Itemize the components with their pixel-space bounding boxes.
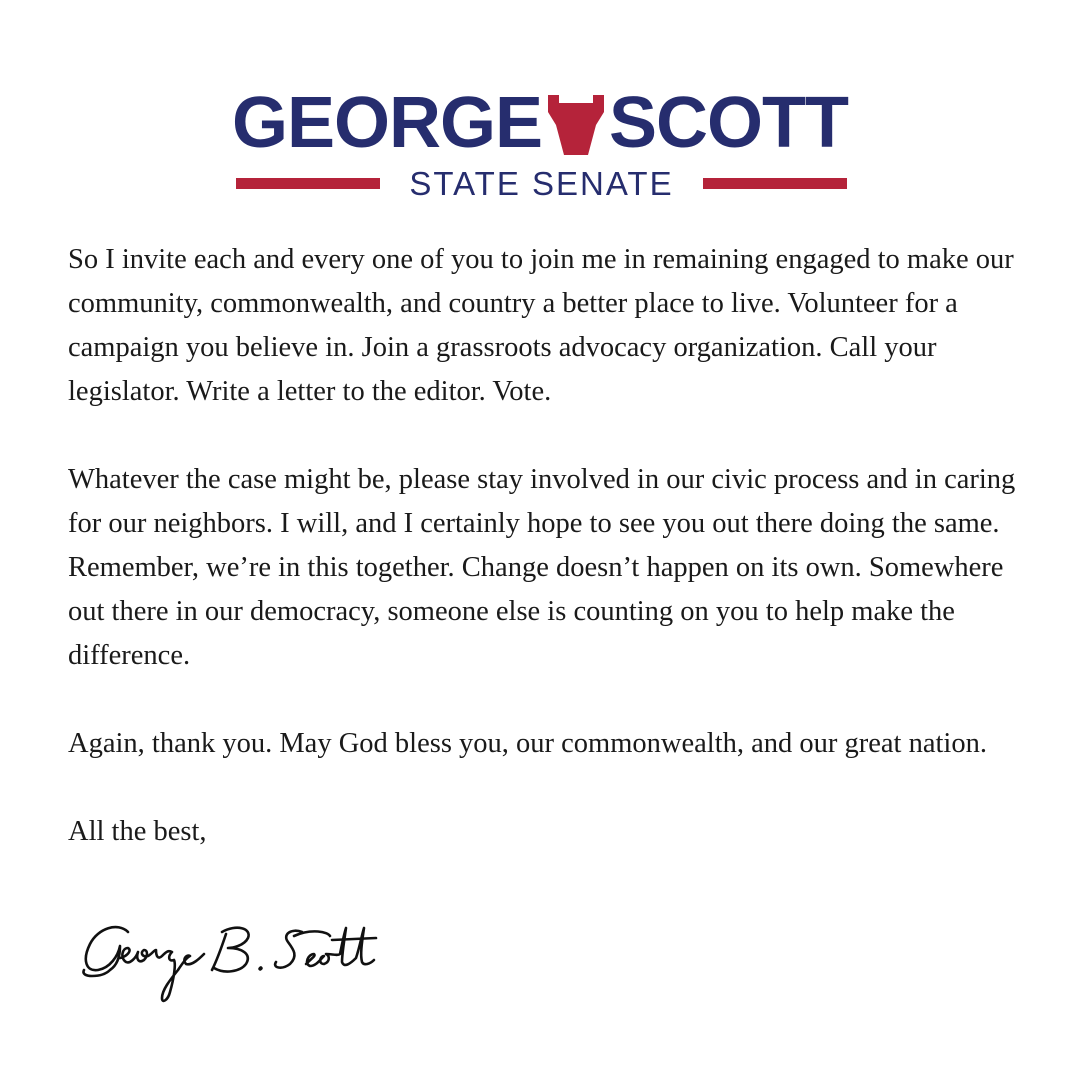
- signature-image: [76, 918, 406, 1018]
- logo-bar-right: [703, 178, 847, 189]
- letter-paragraph: Whatever the case might be, please stay involved in our civic process and in caring for our neighbors. I will, and I certainly hope to see you out there doing the same. Remember, we’re in this together. Change doesn’t happen on its own. Somewhere out there in our democracy, someone else is counting on you to help make the difference.: [68, 464, 1016, 671]
- campaign-logo: [0, 0, 1080, 220]
- logo-bar-left: [236, 178, 380, 189]
- logo-first-name: GEORGE: [232, 83, 543, 163]
- letter-closing: All the best,: [68, 816, 207, 847]
- letter-paragraph: So I invite each and every one of you to join me in remaining engaged to make our community, commonwealth, and country a better place to live. Volunteer for a campaign you believe in. Join a grassroots advocacy organization. Call your legislator. Write a letter to the editor. Vote.: [68, 244, 1014, 407]
- letter-paragraph: Again, thank you. May God bless you, our commonwealth, and our great nation.: [68, 728, 987, 759]
- logo-last-name: SCOTT: [609, 83, 848, 163]
- keystone-icon: [548, 95, 604, 155]
- letter-body: [68, 238, 1028, 854]
- logo-subtitle: STATE SENATE: [409, 165, 674, 202]
